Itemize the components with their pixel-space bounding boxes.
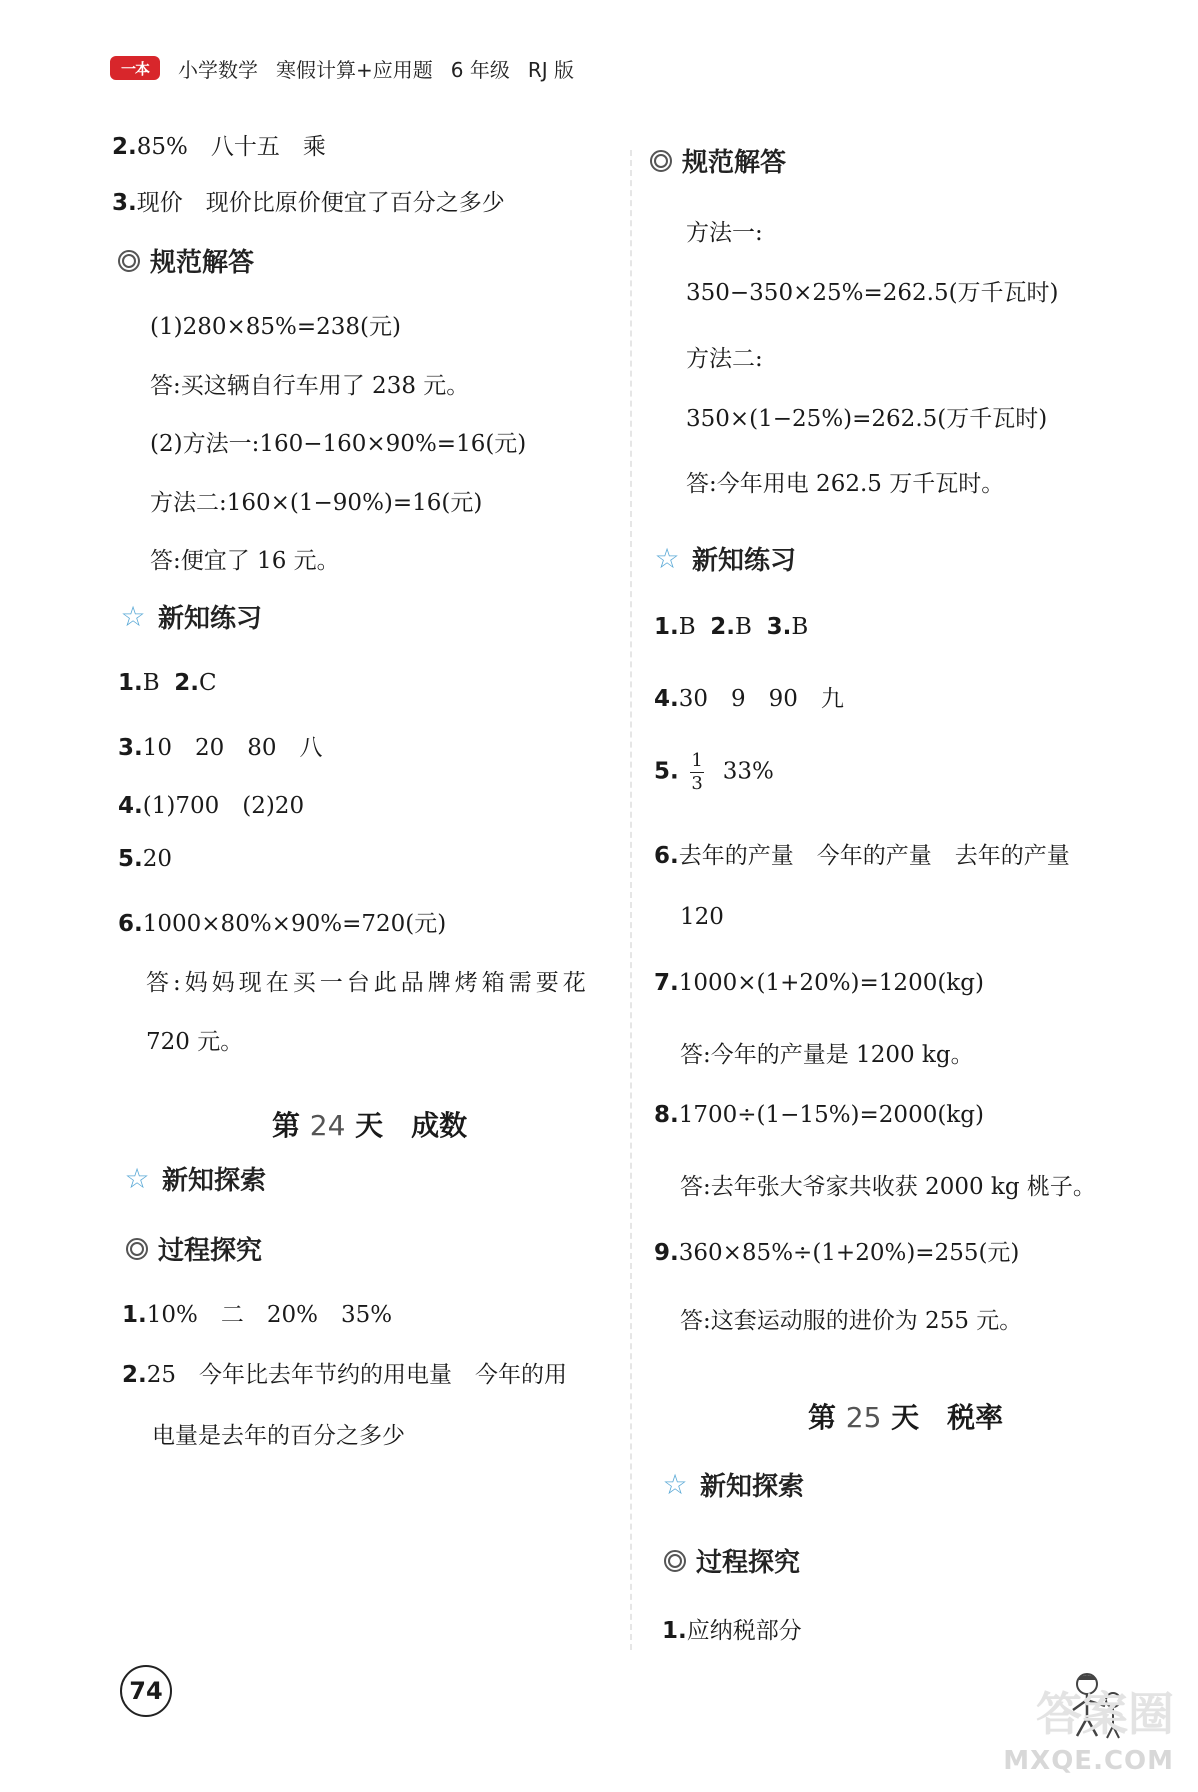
header-text — [178, 54, 574, 83]
target-icon — [664, 1550, 686, 1572]
section-heading: ☆ 新知练习 — [652, 540, 796, 577]
answer-line: 方法一: — [686, 220, 763, 246]
target-icon — [118, 250, 140, 272]
answer-line: 350−350×25%=262.5(万千瓦时) — [686, 280, 1059, 306]
section-heading: ☆ 新知探索 — [660, 1466, 804, 1503]
answer-line: (2)方法一:160−160×90%=16(元) — [150, 431, 527, 457]
day-24-title: 第 24 天 成数 — [272, 1109, 468, 1142]
target-icon — [126, 1238, 148, 1260]
answer-line: 答:这套运动服的进价为 255 元。 — [680, 1308, 1023, 1334]
answer-line: (1)280×85%=238(元) — [150, 314, 401, 340]
answer-line: 4.(1)700 (2)20 — [118, 793, 305, 819]
section-heading: 过程探究 — [664, 1542, 800, 1579]
header-edition: RJ 版 — [527, 57, 575, 82]
fraction: $\frac{1}{3}$ — [691, 750, 703, 794]
answer-line: 方法二: — [686, 346, 763, 372]
answer-line: 答:今年用电 262.5 万千瓦时。 — [686, 471, 1005, 497]
answer-line: 1.10% 二 20% 35% — [122, 1302, 393, 1328]
star-icon: ☆ — [120, 599, 146, 633]
page-header — [110, 48, 574, 88]
answer-line: 9.360×85%÷(1+20%)=255(元) — [654, 1240, 1020, 1266]
watermark-logo: 答案圈 — [1036, 1687, 1174, 1741]
answer-line: 6.去年的产量 今年的产量 去年的产量 — [654, 843, 1070, 869]
page-number: 74 — [120, 1665, 172, 1717]
answer-line: 4.30 9 90 九 — [654, 686, 844, 712]
target-icon — [650, 150, 672, 172]
answer-line: 720 元。 — [146, 1029, 244, 1055]
column-divider — [630, 150, 632, 1650]
answer-line: 350×(1−25%)=262.5(万千瓦时) — [686, 406, 1048, 432]
answer-line: 3.10 20 80 八 — [118, 735, 323, 761]
section-heading: ☆ 新知探索 — [122, 1160, 266, 1197]
answer-line: 电量是去年的百分之多少 — [152, 1423, 405, 1449]
answer-line: 答:去年张大爷家共收获 2000 kg 桃子。 — [680, 1174, 1096, 1200]
header-grade: 6 年级 — [450, 57, 510, 82]
answer-line: 8.1700÷(1−15%)=2000(kg) — [654, 1102, 984, 1128]
answer-line: 1.应纳税部分 — [662, 1618, 802, 1644]
answer-line: 2.85% 八十五 乘 — [112, 134, 326, 160]
answer-line: 答:今年的产量是 1200 kg。 — [680, 1042, 974, 1068]
star-icon: ☆ — [124, 1161, 150, 1195]
answer-line: 3.现价 现价比原价便宜了百分之多少 — [112, 190, 505, 216]
star-icon: ☆ — [662, 1467, 688, 1501]
answer-line: 1.B 2.C — [118, 670, 217, 696]
section-heading: 规范解答 — [118, 242, 254, 279]
section-heading: ☆ 新知练习 — [118, 598, 262, 635]
answer-line: 7.1000×(1+20%)=1200(kg) — [654, 970, 984, 996]
header-subject: 小学数学 — [178, 57, 258, 82]
answer-line: 1.B 2.B 3.B — [654, 614, 809, 640]
header-book: 寒假计算+应用题 — [276, 57, 433, 82]
day-25-title: 第 25 天 税率 — [808, 1401, 1004, 1434]
answer-line: 2.25 今年比去年节约的用电量 今年的用 — [122, 1362, 568, 1388]
answer-line: 答:便宜了 16 元。 — [150, 548, 340, 574]
answer-line: 5.20 — [118, 846, 173, 872]
brand-logo: 一本 — [110, 56, 160, 80]
answer-line: 120 — [680, 904, 724, 930]
section-heading: 规范解答 — [650, 142, 786, 179]
star-icon: ☆ — [654, 541, 680, 575]
watermark-url: MXQE.COM — [1003, 1746, 1174, 1776]
section-heading: 过程探究 — [126, 1230, 262, 1267]
answer-line: 5. $\frac{1}{3}$ 33% — [654, 750, 774, 794]
answer-line: 答:买这辆自行车用了 238 元。 — [150, 373, 470, 399]
answer-line: 6.1000×80%×90%=720(元) — [118, 911, 447, 937]
answer-line: 方法二:160×(1−90%)=16(元) — [150, 490, 483, 516]
answer-line: 答:妈妈现在买一台此品牌烤箱需要花 — [146, 970, 590, 996]
